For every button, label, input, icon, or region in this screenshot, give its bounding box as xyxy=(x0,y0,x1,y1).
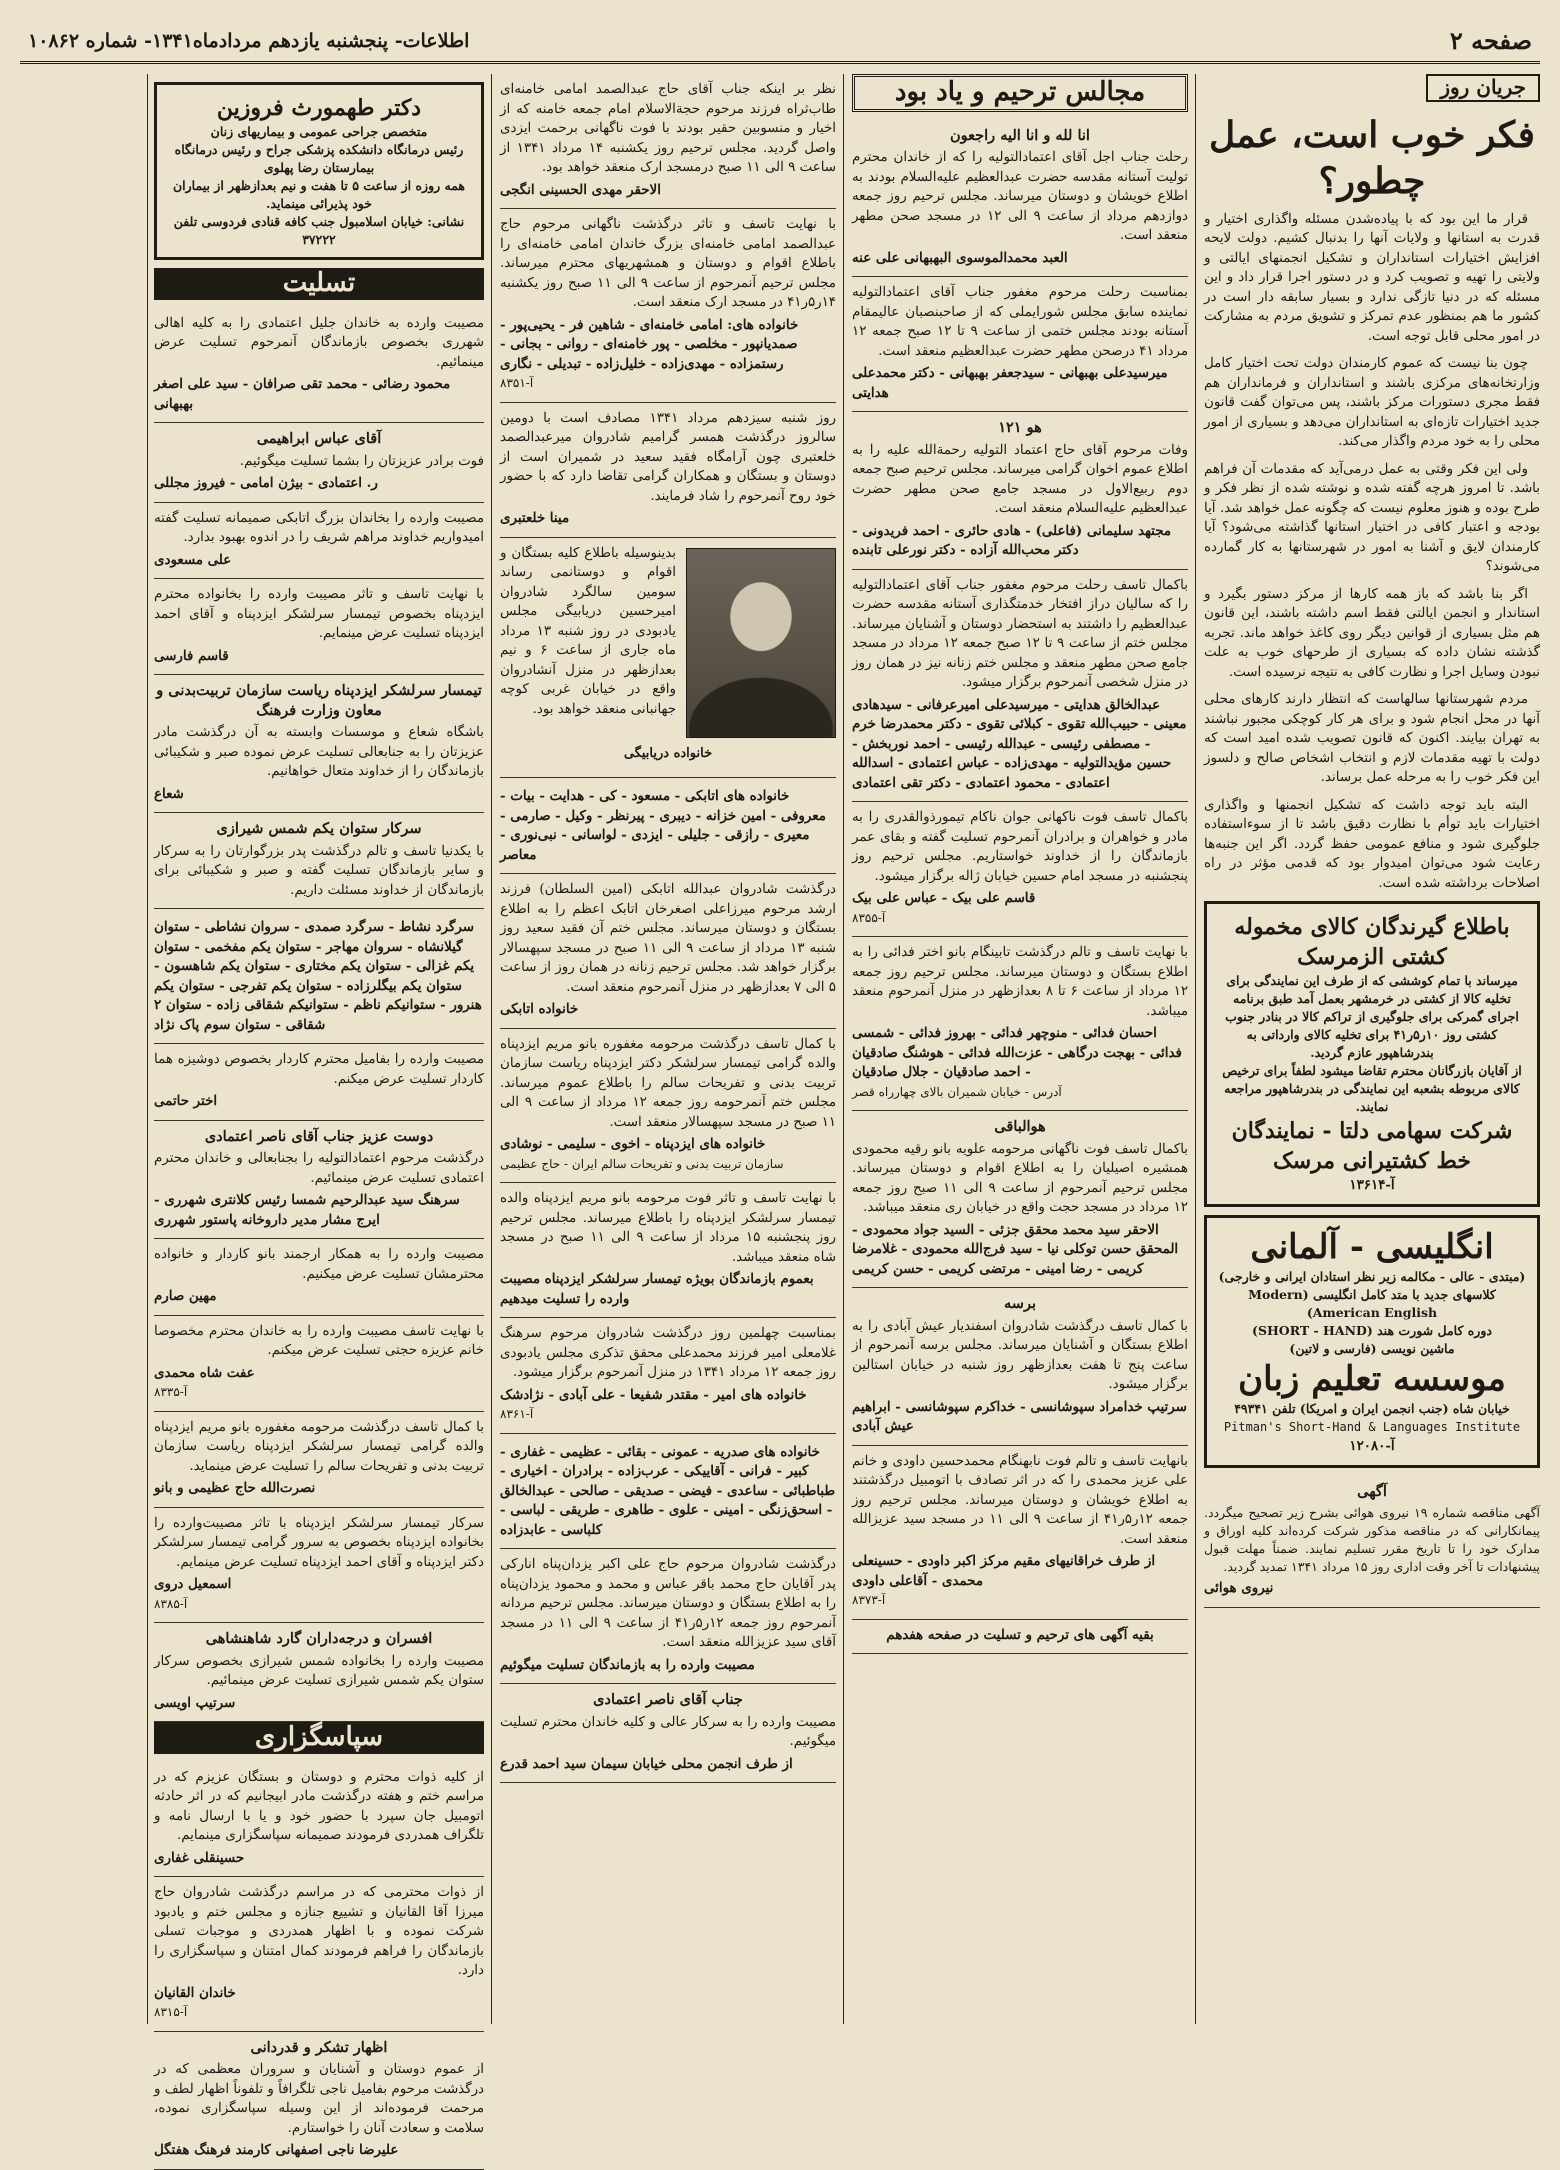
masthead xyxy=(20,20,1540,64)
notice-item xyxy=(154,1239,484,1316)
notice-reference: آ-۸۳۵۵ xyxy=(852,910,886,925)
notice-reference: آ-۸۳۸۵ xyxy=(154,1596,188,1611)
notice-text: از کلیه ذوات محترم و دوستان و بستگان عزیزم که در مراسم ختم و هفته درگذشت مادر ابیجانیم که در اثر حادثه اتومبیل جان سپرد با حضور خود و یا با ارسال نامه و تلگراف همدردی فرمودند صمیمانه سپاسگزاری مینمایم. xyxy=(154,1769,484,1843)
notice-signature: شعاع xyxy=(154,785,184,802)
notice-reference: آدرس - خیابان شمیران بالای چهارراه قصر xyxy=(852,1084,1062,1099)
notice-text: مصیبت وارده به خاندان جلیل اعتمادی را به کلیه اهالی شهرری بخصوص بازماندگان آنمرحوم تسلیت عرض مینمائیم. xyxy=(154,315,484,370)
language-school-english-name: Pitman's Short-Hand & Languages Institute xyxy=(1223,1419,1521,1434)
notice-text: درگذشت شادروان عبدالله اتابکی (امین السلطان) فرزند ارشد مرحوم میرزاعلی اصغرخان اتابک اعظم را به اطلاع بستگان و دوستان میرساند. مجلس ختم آن فقید سعید روز شنبه ۱۳ مرداد از ساعت ۹ الی ۱۱ صبح در مسجد سپهسالار برگزار خواهد شد. مجلس ترحیم زنانه در همان روز از ساعت ۵ الی ۷ بعدازظهر در منزل آنمرحوم منعقد است. xyxy=(500,882,836,995)
issue-line: اطلاعات- پنجشنبه یازدهم مردادماه۱۳۴۱- شماره ۱۰۸۶۲ xyxy=(28,29,470,52)
notice-signature: مجتهد سلیمانی (فاعلی) - هادی حائری - احمد فریدونی - دکتر محب‌الله آزاده - دکتر نورعلی تابنده xyxy=(852,522,1172,558)
notice-text: نظر بر اینکه جناب آقای حاج عبدالصمد امامی خامنه‌ای طاب‌ثراه فرزند مرحوم حجةالاسلام امام جمعه خامنه که از اخیار و منسوبین حقیر بودند با فوت ناگهانی برحمت ایزدی واصل گردید. مجلس ترحیم روز یکشنبه ۱۴ مرداد ۱۳۴۱ از ساعت ۹ الی ۱۱ صبح درمسجد ارک منعقد خواهد بود. xyxy=(500,82,836,175)
notice-title: انا لله و انا الیه راجعون xyxy=(950,126,1090,144)
notice-item xyxy=(500,1029,836,1184)
notice-title: هو ۱۲۱ xyxy=(998,419,1042,436)
doctor-line: متخصص جراحی عمومی و بیماریهای زنان xyxy=(210,124,428,139)
editorial-paragraph: چون بنا نیست که عموم کارمندان دولت تحت اختیار کامل وزارتخانه‌های مرکزی باشند و استانداران و فرمانداران هم فقط مجری دستورات مرکز باشند، پس می‌توان گفت قانون جدید اختیارات تازه‌ای به استانداران می‌دهد و بسیاری از امور محلی را به خود مردم واگذار می‌کند. xyxy=(1204,356,1540,449)
doctor-name: دکتر طهمورث فروزین xyxy=(216,95,422,121)
notice-item xyxy=(154,1623,484,1722)
language-school-name: موسسه تعلیم زبان xyxy=(1238,1358,1506,1399)
notice-item xyxy=(500,1318,836,1434)
notice-reference: آ-۸۳۱۵ xyxy=(154,2005,188,2019)
notice-text: باکمال تاسف فوت ناگهانی مرحومه علویه بانو رقیه محمودی همشیره اصیلیان را به اطلاع اقوام و دوستان میرساند. مجلس ترحیم آنمرحوم از ساعت ۹ الی ۱۱ صبح روز جمعه ۱۲ مرداد در مسجد حجت واقع در خیابان ری منعقد میباشد. xyxy=(852,1141,1188,1215)
notice-title: افسران و درجه‌داران گارد شاهنشاهی xyxy=(205,1630,433,1647)
notice-item xyxy=(154,579,484,675)
column-announcements xyxy=(500,74,836,2024)
notice-text: مصیبت وارده را بفامیل محترم کاردار بخصوص دوشیزه هما کاردار تسلیت عرض میکنم. xyxy=(154,1052,484,1087)
notice-signature: نصرت‌الله حاج عظیمی و بانو xyxy=(154,1480,316,1496)
section-label: جریان روز xyxy=(1426,74,1540,102)
notice-text: سرکار تیمسار سرلشکر ایزدپناه با تاثر مصیبت‌وارده را بخانواده ایزدپناه بخصوص به سرور گرامی تیمسار سرلشکر دکتر ایزدپناه و آقای احمد ایزدپناه تسلیت عرض مینمایم. xyxy=(154,1515,484,1570)
notice-text: باشگاه شعاع و موسسات وابسته به آن درگذشت مادر عزیزتان را به جنابعالی تسلیت عرض نموده صبر و شکیبائی بازماندگان را از خداوند متعال خواهانیم. xyxy=(154,725,484,779)
notice-text: با نهایت تاسف و تاثر درگذشت ناگهانی مرحوم حاج عبدالصمد امامی خامنه‌ای بزرگ خاندان امامی خامنه‌ای را باطلاع اقوام و دوستان و همشهریهای محترم میرساند. مجلس ترحیم آنمرحوم از ساعت ۹ الی ۱۱ صبح روز یکشنبه ۱۴ر۵ر۴۱ در مسجد ارک منعقد است. xyxy=(500,217,836,310)
photo-caption: خانواده دریابیگی xyxy=(623,745,713,761)
notice-signature: محمود رضائی - محمد تقی صرافان - سید علی اصغر بهبهانی xyxy=(154,376,451,412)
column-edge-strip xyxy=(20,74,140,2024)
notice-signature: مینا خلعتبری xyxy=(500,510,570,526)
notice-signature: از طرف خراقانیهای مقیم مرکز اکبر داودی - حسینعلی محمدی - آقاعلی داودی xyxy=(852,1553,1156,1589)
notice-reference: آ-۸۳۷۳ xyxy=(852,1593,886,1607)
page-number: صفحه ۲ xyxy=(1449,26,1532,55)
notice-text: مصیبت وارده را به همکار ارجمند بانو کاردار و خانواده محترمشان تسلیت عرض میکنیم. xyxy=(154,1247,484,1282)
notice-item xyxy=(154,1508,484,1624)
notice-signature: مصیبت وارده را به بازماندگان تسلیت میگوئیم xyxy=(500,1656,755,1673)
notice-item xyxy=(154,1412,484,1508)
notice-signature: سرهنگ سید عبدالرحیم شمسا رئیس کلانتری شهرری - ایرج مشار مدیر داروخانه پاستور شهرری xyxy=(154,1192,460,1228)
ad-reference: آ-۱۲۰۸۰ xyxy=(1349,1438,1395,1454)
editorial-paragraph: ولی این فکر وقتی به عمل درمی‌آید که مقدمات آن فراهم باشد. تا امروز هرچه گفته شده و نوشته شده از نظر فکر و طرح بوده و هنوز معلوم نیست که چگونه عمل خواهد شد. آیا بودجه و اعتبار کافی در اختیار استانها گذاشته می‌شود؟ آیا کارمندان لایق و آشنا به امور در شهرستانها به کار گمارده می‌شوند؟ xyxy=(1204,461,1540,574)
photo-memorial xyxy=(500,538,836,779)
language-school-ad xyxy=(1204,1215,1540,1468)
language-ad-line: دوره کامل شورت هند (SHORT - HAND) xyxy=(1252,1322,1492,1338)
notice-signature: سرتیپ اویسی xyxy=(154,1694,236,1711)
notice-signature: عفت شاه محمدی xyxy=(154,1364,255,1381)
notice-item xyxy=(852,937,1188,1111)
notice-text: درگذشت مرحوم اعتمادالتولیه را بجنابعالی و خاندان محترم اعتمادی تسلیت عرض مینمائیم. xyxy=(154,1151,484,1186)
shipping-ad-body: از آقایان بازرگانان محترم تقاضا میشود لطفاً برای ترخیص کالای مربوطه بشعبه این نمایندگی در بندرشاهپور مراجعه نمایند. xyxy=(1222,1063,1522,1114)
notice-item xyxy=(154,1316,484,1412)
notice-title: آگهی xyxy=(1357,1482,1387,1500)
shipping-ad-body: میرساند با تمام کوششی که از طرف این نمایندگی برای تخلیه کالا از کشتی در خرمشهر بعمل آمد طبق برنامه اجرای گمرکی برای جلوگیری از تراکم کالا در بنادر جنوب کشتی روز ۱۰ر۵ر۴۱ برای تخلیه کالای وارداتی به بندرشاهپور عازم گردید. xyxy=(1225,973,1519,1060)
notice-text: بمناسبت رحلت مرحوم مغفور جناب آقای اعتمادالتولیه نماینده سابق مجلس شورایملی که از صاحبنصبان عالیمقام آستانه بودند مجلس ختمی از ساعت ۹ تا ۱۲ صبح جمعه ۱۲ مرداد ۴۱ درصحن مطهر حضرت عبدالعظیم منعقد است. xyxy=(852,285,1188,359)
notice-item xyxy=(154,1121,484,1240)
notice-item xyxy=(500,403,836,538)
notice-item xyxy=(154,308,484,424)
notice-title: جناب آقای ناصر اعتمادی xyxy=(593,1691,743,1708)
notice-text: رحلت جناب اجل آقای اعتمادالتولیه را که از خاندان محترم تولیت آستانه مقدسه حضرت عبدالعظیم علیه‌السلام بودند به اطلاع خویشان و دوستان میرساند. مجلس ترحیم روز جمعه دوازدهم مرداد از ساعت ۹ الی ۱۲ در مسجد صحن مطهر منعقد است. xyxy=(852,150,1188,243)
notice-reference: سازمان تربیت بدنی و تفریحات سالم ایران - حاج عظیمی xyxy=(500,1156,784,1171)
notice-signature: علیرضا ناجی اصفهانی کارمند فرهنگ هفتگل xyxy=(154,2142,399,2158)
notice-signature: خانواده های امیر - مقتدر شفیعا - علی آبادی - نژادشک xyxy=(500,1386,807,1403)
language-school-address: خیابان شاه (جنب انجمن ایران و امریکا) تلفن ۴۹۳۴۱ xyxy=(1234,1400,1510,1416)
doctor-line: همه روزه از ساعت ۵ تا هفت و نیم بعدازظهر از بیماران خود پذیرائی مینماید. xyxy=(172,178,466,211)
doctor-ad xyxy=(154,82,484,260)
notice-item xyxy=(154,1762,484,1878)
notice-signature: الاحقر مهدی الحسینی انگجی xyxy=(500,181,661,198)
notice-item xyxy=(500,1549,836,1684)
editorial-paragraph: اگر بنا باشد که باز همه کارها از مرکز دستور بگیرد و استاندار و انجمن ایالتی فقط اسم داشته باشند، این قانون هم مثل بسیاری از قوانین دیگر روی کاغذ خواهد ماند. تجربه گذشته نشان داده که بسیاری از طرحهای خوب به علت نبودن وسایل اجرا و نظارت کافی به نتیجه نرسیده است. xyxy=(1204,586,1540,680)
notice-text: فوت برادر عزیزتان را بشما تسلیت میگوئیم. xyxy=(239,453,484,469)
notice-item xyxy=(500,1684,836,1783)
notice-item xyxy=(500,1434,836,1550)
notice-signature: قاسم فارسی xyxy=(154,647,229,664)
notice-text: از عموم دوستان و آشنایان و سروران معظمی که در درگذشت مرحوم بفامیل ناجی تلگرافاً و تلفوناً اظهار لطف و مرحمت فرموده‌اند از این وسیله سپاسگزاری نموده، سلامت و سعادت آنان را خواستارم. xyxy=(154,2062,484,2136)
notice-signature: الاحقر سید محمد محقق جزئی - السید جواد محمودی - المحقق حسن توکلی نیا - سید فرج‌الله محمودی - غلامرضا کریمی - رضا امینی - مرتضی کریمی - حسن کریمی xyxy=(852,1221,1179,1277)
notice-title: هوالباقی xyxy=(994,1118,1046,1135)
doctor-line: نشانی: خیابان اسلامبول جنب کافه قنادی فردوسی تلفن ۳۷۲۲۲ xyxy=(173,214,465,247)
notice-signature: نیروی هوائی xyxy=(1204,1580,1274,1596)
memorial-banner: مجالس ترحیم و یاد بود xyxy=(852,74,1188,112)
column-memorials xyxy=(852,74,1188,2024)
notice-item xyxy=(500,1183,836,1318)
thanks-banner: سپاسگزاری xyxy=(154,1722,484,1754)
column-rule xyxy=(147,74,148,2024)
notice-reference: آ-۸۳۶۱ xyxy=(500,1407,534,1421)
notice-item xyxy=(154,2032,484,2170)
shipping-ad-company: شرکت سهامی دلتا - نمایندگان خط کشتیرانی مرسک xyxy=(1231,1118,1513,1174)
language-ad-line: (مبتدی - عالی - مکالمه زیر نظر استادان ایرانی و خارجی) xyxy=(1218,1268,1526,1284)
notice-text: بانهایت تاسف و تالم فوت نابهنگام محمدحسین داودی و خانم علی عزیز محمدی را که در اثر تصادف با اتومبیل درگذشتند به اطلاع خویشان و دوستان میرساند. مجلس ترحیم روز جمعه ۱۲ر۵ر۴۱ از ساعت ۹ الی ۱۱ در مسجد سید عزیزالله منعقد است. xyxy=(852,1453,1188,1547)
notice-text: از ذوات محترمی که در مراسم درگذشت شادروان حاج میرزا آقا القانیان و تشییع جنازه و مجلس ختم و یادبود شرکت نموده و با اظهار همدردی و موجبات تسلی بازماندگان را فراهم فرمودند کمال امتنان و سپاسگزاری را دارد. xyxy=(154,1885,484,1978)
notice-signature: عبدالخالق هدایتی - میرسیدعلی امیرعرفانی - سیدهادی معینی - حبیب‌الله تقوی - کبلائی تقوی - دکتر محمدرضا خرم - مصطفی رئیسی - عبدالله رئیسی - احمد نوربخش - حسین مؤیدالتولیه - مهدی‌زاده - عباس اعتمادی - اسدالله اعتمادی - محمود اعتمادی - دکتر تقی اعتمادی xyxy=(852,696,1187,791)
notice-item xyxy=(154,1877,484,2032)
notice-signature: اسمعیل دروی xyxy=(154,1576,232,1592)
notice-text: با کمال تاسف درگذشت شادروان اسفندیار عیش آبادی را به اطلاع بستگان و آشنایان میرساند. مجلس برسه آنمرحوم از ساعت پنج تا هفت بعدازظهر روز شنبه در خیابان استالین برگزار میشود. xyxy=(852,1318,1188,1392)
column-rule xyxy=(491,74,492,2024)
notice-item xyxy=(852,802,1188,937)
notice-text: با نهایت تاسف و تاثر فوت مرحومه بانو مریم ایزدپناه والده تیمسار سرلشکر ایزدپناه را باطلاع میرساند. مجلس ترحیم روز پنجشنبه ۱۵ مرداد از ساعت ۹ الی ۱۱ صبح در مسجد شاه منعقد میباشد. xyxy=(500,1191,837,1265)
notice-signature: العبد محمدالموسوی البهبهانی علی عنه xyxy=(852,249,1068,266)
language-ad-line: کلاسهای جدید با متد کامل انگلیسی (Modern American English) xyxy=(1248,1286,1496,1320)
notice-item xyxy=(154,503,484,580)
notice-item xyxy=(500,778,836,874)
notice-signature: خاندان القانیان xyxy=(154,1984,236,2001)
notice-item xyxy=(500,874,836,1029)
notice-item xyxy=(154,909,484,1044)
notice-item xyxy=(852,412,1188,570)
notice-text: درگذشت شادروان مرحوم حاج علی اکبر یزدان‌پناه انارکی پدر آقایان حاج محمد باقر عباس و محمد و محمود یزدان‌پناه را به اطلاع بستگان و دوستان میرساند. مجلس ترحیم مردانه آنمرحوم روز جمعه ۱۲ر۵ر۴۱ از ساعت ۹ الی ۱۱ در مسجد آقای سید عزیزالله منعقد است. xyxy=(500,1557,836,1650)
notice-text: با نهایت تاسف مصیبت وارده را به خاندان محترم مخصوصا خانم عزیزه حجتی تسلیت عرض میکنم. xyxy=(154,1323,484,1358)
column-condolences xyxy=(154,74,484,2158)
language-ad-line: ماشین نویسی (فارسی و لاتین) xyxy=(1289,1340,1455,1356)
notice-item xyxy=(154,1044,484,1121)
notice-item xyxy=(154,813,484,909)
editorial-paragraph: مردم شهرستانها سالهاست که انتظار دارند کارهای محلی آنها در محل انجام شود و برای هر کار کوچکی مجبور نباشند به تهران بیایند. اکنون که قانون تصویب شده امید است که دولت با تهیه مقدمات لازم و انتخاب اشخاص صالح و دلسوز این فکر خوب را به مرحله عمل برساند. xyxy=(1204,692,1540,785)
notice-text: با یکدنیا تاسف و تالم درگذشت پدر بزرگوارتان را به سرکار و سایر بازماندگان تسلیت گفته و صبر و شکیبائی برای بازماندگان از خداوند مسئلت داریم. xyxy=(154,843,484,898)
notice-item xyxy=(154,423,484,503)
notice-title: اظهار تشکر و قدردانی xyxy=(250,2038,388,2056)
notice-text: آگهی مناقصه شماره ۱۹ نیروی هوائی بشرح زیر تصحیح میگردد. پیمانکارانی که در مناقصه مذکور شرکت کرده‌اند کلیه اوراق و مدارک خود را تا تاریخ مقرر تسلیم نمایند. ضمناً مهلت قبول پیشنهادات تا آخر وقت اداری روز ۱۵ مرداد ۱۳۴۱ تمدید گردید. xyxy=(1204,1505,1540,1574)
notice-text: باکمال تاسف فوت ناکهانی جوان ناکام تیمورذوالقدری را به مادر و خواهران و برادران آنمرحوم تسلیت گفته و بقای عمر بازماندگان را از خداوند خواستاریم. مجلس ترحیم روز پنجشنبه در مسجد امام حسین خیابان ژاله برگزار میشود. xyxy=(852,810,1188,884)
notice-text: وفات مرحوم آقای حاج اعتماد التولیه رحمةالله علیه را به اطلاع عموم اخوان گرامی میرساند. مجلس ترحیم صبح جمعه دوم ربیع‌الاول در مسجد جامع صحن مطهر حضرت عبدالعظیم علیه‌السلام منعقد است. xyxy=(852,442,1188,516)
notice-title: برسه xyxy=(1004,1295,1036,1312)
notice-signature: خانواده اتابکی xyxy=(500,1001,579,1017)
notice-item xyxy=(852,1111,1188,1288)
notice-signature: علی مسعودی xyxy=(154,551,232,568)
shipping-ad-headline: باطلاع گیرندگان کالای مخموله کشتی الزمرسک xyxy=(1234,914,1510,970)
notice-signature: سرگرد نشاط - سرگرد صمدی - سروان نشاطی - ستوان گیلانشاه - سروان مهاجر - ستوان یکم مفخمی - ستوان یکم غزالی - ستوان یکم مختاری - ستوان یکم شاهسون - ستوان یکم بیگلرزاده - ستوان یکم تفرجی - ستوان یکم هنرور - ستوانیکم ناظم - ستوانیکم شقاقی زاده - ستوان ۲ شقاقی - ستوان سوم پاک نژاد xyxy=(154,919,482,1033)
notice-title: آقای عباس ابراهیمی xyxy=(256,430,382,447)
notice-signature: از طرف انجمن محلی خیابان سیمان سید احمد قدرع xyxy=(500,1755,793,1772)
doctor-line: رئیس درمانگاه دانشکده پزشکی جراح و رئیس درمانگاه بیمارستان رضا پهلوی xyxy=(174,142,464,175)
notice-text: با کمال تاسف درگذشت مرحومه مغفوره بانو مریم ایزدپناه والده گرامی تیمسار سرلشکر ایزدپناه ریاست سازمان تربیت بدنی و تفریحات سالم را تسلیت عرض مینماید. xyxy=(154,1419,484,1474)
column-editorial xyxy=(1204,74,1540,2024)
column-rule xyxy=(1195,74,1196,2024)
notice-title: دوست عزیز جناب آقای ناصر اعتمادی xyxy=(204,1127,434,1145)
notice-signature: خانواده های ایزدپناه - اخوی - سلیمی - نوشادی xyxy=(500,1136,766,1152)
notice-title: سرکار ستوان یکم شمس شیرازی xyxy=(216,820,422,837)
notice-text: با نهایت تاسف و تاثر مصیبت وارده را بخانواده محترم ایزدپناه بخصوص تیمسار سرلشکر ایزدپناه و آقای احمد ایزدپناه تسلیت عرض مینمایم. xyxy=(154,587,484,641)
condolence-banner: تسلیت xyxy=(154,268,484,300)
notice-text: مصیبت وارده را به سرکار عالی و کلیه خاندان محترم تسلیت میگوئیم. xyxy=(500,1714,836,1749)
notice-text: بمناسبت چهلمین روز درگذشت شادروان مرحوم سرهنگ غلامعلی امیر فرزند محمدعلی محقق تذکری مجلس یادبودی روز جمعه ۱۲ مرداد ۱۳۴۱ در منزل آنمرحوم برگزار میشود. xyxy=(500,1326,836,1380)
notice-signature: میرسیدعلی بهبهانی - سیدجعفر بهبهانی - دکتر محمدعلی هدایتی xyxy=(852,365,1168,401)
editorial-paragraph: قرار ما این بود که با پیاده‌شدن مسئله واگذاری اختیار و قدرت به استانها و ولایات آنها را بدنبال کشیم. دولت لایحه افزایش اختیارات استانداران و تشکیل انجمنهای ایالتی و ولایتی را تهیه و تصویب کرد و در دستور اجرا قرار داد و این مسئله که در دنیا تازگی ندارد و بسیار سابقه دار است در کشور ما هم بمنظور عدم تمرکز و تشویق مردم به مشارکت در امور محلی قابل توجه است. xyxy=(1204,211,1540,344)
tender-notice xyxy=(1204,1476,1540,1608)
editorial-title: فکر خوب است، عمل چطور؟ xyxy=(1209,113,1535,202)
notice-item xyxy=(154,675,484,813)
notice-signature: بعموم بازماندگان بویژه تیمسار سرلشکر ایزدپناه مصیبت وارده را تسلیت میدهیم xyxy=(500,1271,814,1307)
newspaper-page xyxy=(20,20,1540,2158)
notice-text: روز شنبه سیزدهم مرداد ۱۳۴۱ مصادف است با دومین سالروز درگذشت همسر گرامیم شادروان میرعبدالصمد خلعتبری چون آرامگاه فقید سعید در شمیران است از دوستان و بستگان و همکاران گرامی تقاضا دارد که با حضور خود روح آنمرحوم را شاد فرمایند. xyxy=(500,410,837,504)
notice-text: باکمال تاسف رحلت مرحوم مغفور جناب آقای اعتمادالتولیه را که سالیان دراز افتخار خدمتگذاری آستانه مقدسه حضرت عبدالعظیم را داشتند به استحضار دوستان و آشنایان میرساند. مجلس ختم از ساعت ۹ تا ۱۲ صبح جمعه ۱۲ مرداد در مسجد جامع صحن مطهر منعقد و مجلس ختم زنانه نیز در همان روز در منزل شخصی آنمرحوم برگزار میشود. xyxy=(852,577,1189,690)
editorial-paragraph: البته باید توجه داشت که تشکیل انجمنها و واگذاری اختیارات باید توأم با نظارت دقیق باشد تا از سوءاستفاده جلوگیری شود و منافع عمومی حفظ گردد. اگر این جنبه‌ها رعایت شود می‌توان امیدوار بود که قدمی مؤثر در راه اصلاحات برداشته شده است. xyxy=(1204,797,1540,891)
portrait-photo xyxy=(686,548,836,738)
notice-text: با نهایت تاسف و تالم درگذشت تابینگام بانو اختر فدائی را به اطلاع بستگان و دوستان میرساند. مجلس ترحیم روز جمعه ۱۲ مرداد از ساعت ۶ تا ۸ بعدازظهر در منزل آنمرحوم منعقد میباشد. xyxy=(852,945,1189,1019)
ad-reference: آ-۱۳۶۱۴ xyxy=(1349,1177,1395,1193)
notice-item xyxy=(500,74,836,209)
notice-signature: سرتیپ خدامراد سپوشانسی - خداکرم سپوشانسی - ابراهیم عیش آبادی xyxy=(852,1398,1187,1434)
notice-signature: احسان فدائی - منوچهر فدائی - بهروز فدائی - شمسی فدائی - بهجت درگاهی - عزت‌الله فدائی - هوشنگ صادقیان - احمد صادقیان - جلال صادقیان xyxy=(852,1025,1182,1080)
notice-signature: خانواده های: امامی خامنه‌ای - شاهین فر - یحیی‌پور - صمدیانپور - مخلصی - پور خامنه‌ای - روانی - بجانی - رستمزاده - مهدی‌زاده - خلیل‌زاده - تبدیلی - نگاری xyxy=(500,316,799,372)
photo-memorial-text: بدینوسیله باطلاع کلیه بستگان و اقوام و دوستانمی رساند سومین سالگرد شادروان امیرحسین دریابیگی مجلس یادبودی در روز شنبه ۱۳ مرداد ماه جاری از ساعت ۶ و نیم بعدازظهر در منزل آنشادروان واقع در خیابان غربی کوچه جهانبانی منعقد خواهد بود. xyxy=(500,545,676,717)
notice-signature: قاسم علی بیک - عباس علی بیک xyxy=(852,890,1036,906)
notice-signature: خانواده های صدریه - عمونی - بقائی - عظیمی - غفاری - کبیر - فرانی - آقاییکی - عرب‌زاده - برادران - اخیاری - طباطبائی - ساعدی - فیضی - صدیقی - صالحی - عبدالخالق - اسحق‌زنگی - امینی - علوی - طاهری - طریقی - لباسی - کلباسی - عابدزاده xyxy=(500,1443,836,1538)
notice-signature: حسینقلی غفاری xyxy=(154,1849,245,1866)
notice-item xyxy=(852,277,1188,412)
notice-title: تیمسار سرلشکر ایزدپناه ریاست سازمان تربیت‌بدنی و معاون وزارت فرهنگ xyxy=(156,682,482,719)
notice-item xyxy=(852,120,1188,278)
notice-reference: آ-۸۳۵۱ xyxy=(500,376,534,390)
continued-footer: بقیه آگهی های ترحیم و تسلیت در صفحه هفدهم xyxy=(852,1620,1188,1655)
notice-signature: ر. اعتمادی - بیژن امامی - فیروز مجللی xyxy=(154,475,378,491)
notice-item xyxy=(852,570,1188,803)
notice-text: با کمال تاسف درگذشت مرحومه مغفوره بانو مریم ایزدپناه والده گرامی تیمسار سرلشکر دکتر ایزدپناه ریاست سازمان تربیت بدنی و تفریحات سالم را باطلاع عموم میرساند. مجلس ختم آنمرحومه روز جمعه ۱۲ مرداد از ساعت ۹ الی ۱۱ صبح در مسجد سپهسالار منعقد است. xyxy=(500,1036,837,1130)
notice-text: مصیبت وارده را بخانواده شمس شیرازی بخصوص سرکار ستوان یکم شمس شیرازی تسلیت عرض مینمائیم. xyxy=(154,1653,484,1688)
notice-item xyxy=(852,1288,1188,1446)
notice-text: مصیبت وارده را بخاندان بزرگ اتابکی صمیمانه تسلیت گفته امیدواریم خداوند مراهم شریف را در اندوه بهبود بدارد. xyxy=(154,510,484,545)
notice-signature: خانواده های اتابکی - مسعود - کی - هدایت - بیات - معروفی - امین خزانه - دیبری - پیرنظر - وکیل - صارمی - معیری - رازقی - جلیلی - ایزدی - لواسانی - نبی‌نوری - معاصر xyxy=(500,788,826,863)
shipping-ad xyxy=(1204,901,1540,1207)
notice-signature: مهین صارم xyxy=(154,1288,217,1304)
notice-item xyxy=(852,1446,1188,1620)
language-ad-title: انگلیسی - آلمانی xyxy=(1250,1226,1494,1267)
notice-reference: آ-۸۳۳۵ xyxy=(154,1385,188,1399)
notice-signature: اختر حاتمی xyxy=(154,1093,218,1109)
column-rule xyxy=(843,74,844,2024)
notice-item xyxy=(500,209,836,403)
